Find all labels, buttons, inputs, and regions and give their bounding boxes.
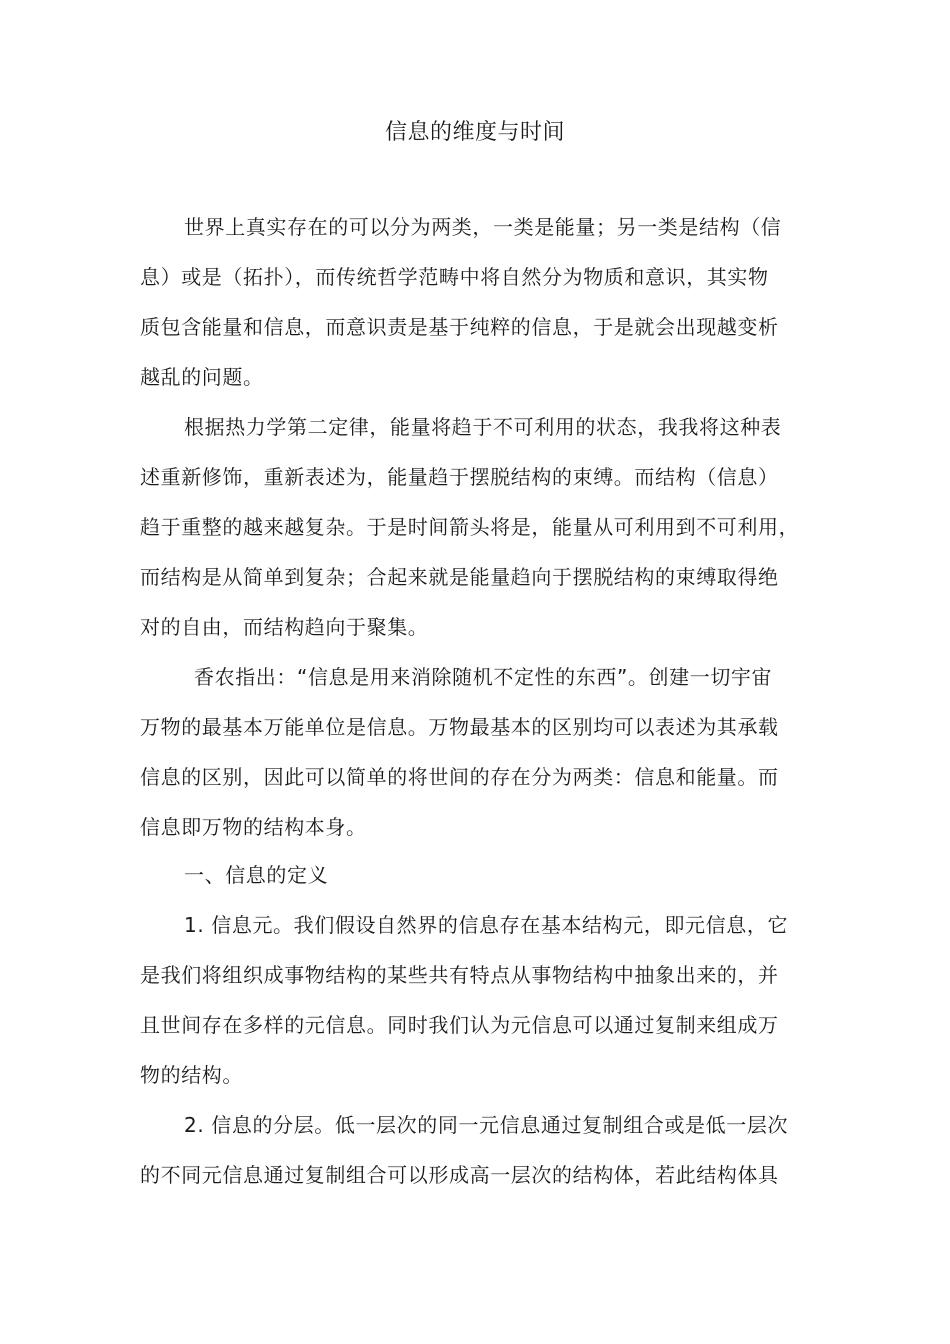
page-title: 信息的维度与时间 — [384, 120, 565, 145]
paragraph-2-line-5: 对的自由，而结构趋向于聚集。 — [140, 615, 429, 639]
paragraph-3-line-4: 信息即万物的结构本身。 — [140, 815, 367, 839]
paragraph-1-line-3: 质包含能量和信息，而意识责是基于纯粹的信息，于是就会出现越变析 — [140, 315, 779, 339]
item-1-line-2: 是我们将组织成事物结构的某些共有特点从事物结构中抽象出来的，并 — [140, 963, 779, 987]
paragraph-3-line-3: 信息的区别，因此可以简单的将世间的存在分为两类：信息和能量。而 — [140, 765, 779, 789]
paragraph-1-line-2: 息）或是（拓扑），而传统哲学范畴中将自然分为物质和意识，其实物 — [140, 265, 769, 289]
item-1-line-3: 且世间存在多样的元信息。同时我们认为元信息可以通过复制来组成万 — [140, 1013, 779, 1037]
paragraph-3-line-1: 香农指出：“信息是用来消除随机不定性的东西”。创建一切宇宙 — [194, 665, 773, 689]
item-1-line-4: 物的结构。 — [140, 1063, 243, 1087]
paragraph-2-line-1: 根据热力学第二定律，能量将趋于不可利用的状态，我我将这种表 — [184, 415, 782, 439]
paragraph-2-line-4: 而结构是从简单到复杂；合起来就是能量趋向于摆脱结构的束缚取得绝 — [140, 565, 779, 589]
paragraph-2-line-2: 述重新修饰，重新表述为，能量趋于摆脱结构的束缚。而结构（信息） — [140, 465, 779, 489]
paragraph-1-line-1: 世界上真实存在的可以分为两类，一类是能量；另一类是结构（信 — [184, 215, 782, 239]
item-2-line-1: 2. 信息的分层。低一层次的同一元信息通过复制组合或是低一层次 — [184, 1113, 789, 1137]
paragraph-3-line-2: 万物的最基本万能单位是信息。万物最基本的区别均可以表述为其承载 — [140, 715, 779, 739]
paragraph-2-line-3: 趋于重整的越来越复杂。于是时间箭头将是，能量从可利用到不可利用， — [140, 515, 800, 539]
item-1-line-1: 1. 信息元。我们假设自然界的信息存在基本结构元，即元信息，它 — [184, 913, 789, 937]
section-heading: 一、信息的定义 — [184, 863, 329, 887]
item-2-line-2: 的不同元信息通过复制组合可以形成高一层次的结构体，若此结构体具 — [140, 1163, 779, 1187]
paragraph-1-line-4: 越乱的问题。 — [140, 365, 264, 389]
